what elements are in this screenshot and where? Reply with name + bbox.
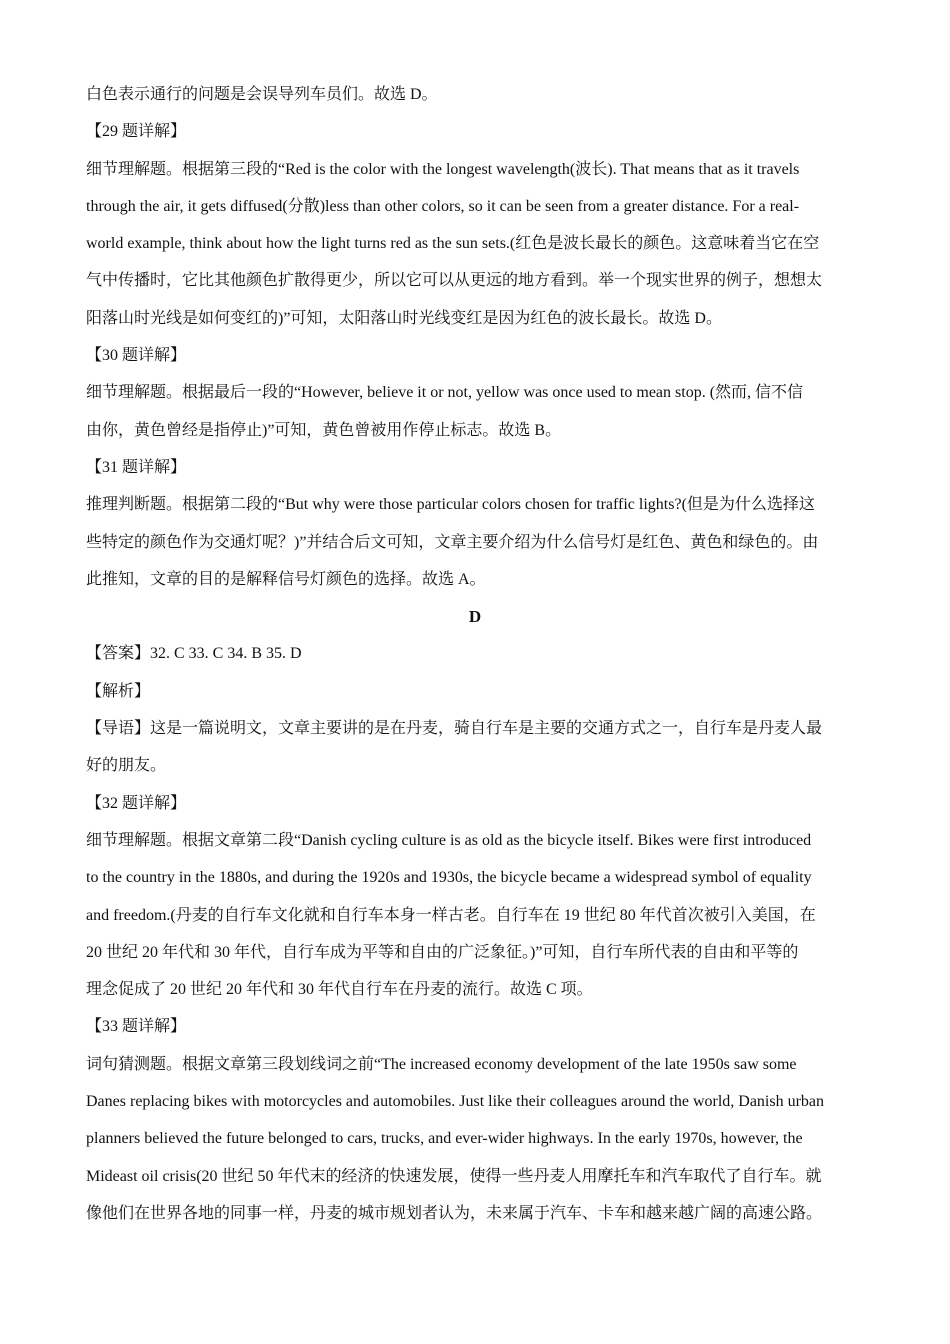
text-line: world example, think about how the light turns red as the sun sets.(红色是波长最长的颜色。这意味着当它在空: [86, 235, 820, 253]
section-heading: 【解析】: [86, 682, 151, 700]
section-heading: 【30 题详解】: [86, 347, 187, 365]
text-line: Danes replacing bikes with motorcycles and automobiles. Just like their colleagues around the world, Danish urban: [86, 1093, 825, 1111]
text-line: 细节理解题。根据文章第二段“Danish cycling culture is as old as the bicycle itself. Bikes were first introduced: [86, 831, 812, 849]
text-line: 理念促成了 20 世纪 20 年代和 30 年代自行车在丹麦的流行。故选 C 项。: [86, 981, 593, 999]
text-line: 20 世纪 20 年代和 30 年代，自行车成为平等和自由的广泛象征。)”可知，自行车所代表的自由和平等的: [86, 943, 799, 961]
text-line: 词句猜测题。根据文章第三段划线词之前“The increased economy development of the late 1950s saw some: [86, 1055, 797, 1073]
text-line: 【导语】这是一篇说明文，文章主要讲的是在丹麦，骑自行车是主要的交通方式之一，自行车是丹麦人最: [86, 720, 823, 738]
text-line: and freedom.(丹麦的自行车文化就和自行车本身一样古老。自行车在 19 世纪 80 年代首次被引入美国，在: [86, 906, 816, 924]
section-heading: 【32 题详解】: [86, 794, 187, 812]
text-line: 些特定的颜色作为交通灯呢？)”并结合后文可知，文章主要介绍为什么信号灯是红色、黄色和绿色的。由: [86, 533, 819, 551]
text-line: 好的朋友。: [86, 757, 167, 775]
text-line: planners believed the future belonged to cars, trucks, and ever-wider highways. In the early 1970s, however, the: [86, 1130, 803, 1148]
answer-line: 【答案】32. C 33. C 34. B 35. D: [86, 645, 302, 663]
text-line: 此推知，文章的目的是解释信号灯颜色的选择。故选 A。: [86, 570, 486, 588]
text-line: 气中传播时，它比其他颜色扩散得更少，所以它可以从更远的地方看到。举一个现实世界的例子，想想太: [86, 272, 823, 290]
text-line: 由你，黄色曾经是指停止)”可知，黄色曾被用作停止标志。故选 B。: [86, 421, 562, 439]
text-line: 阳落山时光线是如何变红的)”可知，太阳落山时光线变红是因为红色的波长最长。故选 D。: [86, 309, 722, 327]
document-page: [86, 76, 864, 1232]
text-line: Mideast oil crisis(20 世纪 50 年代末的经济的快速发展，使得一些丹麦人用摩托车和汽车取代了自行车。就: [86, 1167, 822, 1185]
text-line: 细节理解题。根据最后一段的“However, believe it or not, yellow was once used to mean stop. (然而, 信不信: [86, 384, 804, 402]
text-line: through the air, it gets diffused(分散)less than other colors, so it can be seen from a greater distance. For a real-: [86, 197, 800, 215]
text-line: 细节理解题。根据第三段的“Red is the color with the longest wavelength(波长). That means that as it travels: [86, 160, 800, 178]
text-line: 推理判断题。根据第二段的“But why were those particular colors chosen for traffic lights?(但是为什么选择这: [86, 496, 815, 514]
section-heading: 【29 题详解】: [86, 123, 187, 141]
text-line: to the country in the 1880s, and during the 1920s and 1930s, the bicycle became a widespread symbol of equality: [86, 869, 812, 887]
text-line: 像他们在世界各地的同事一样，丹麦的城市规划者认为，未来属于汽车、卡车和越来越广阔的高速公路。: [86, 1204, 823, 1222]
part-title: D: [468, 607, 482, 627]
section-heading: 【33 题详解】: [86, 1018, 187, 1036]
text-line: 白色表示通行的问题是会误导列车员们。故选 D。: [86, 86, 438, 103]
section-heading: 【31 题详解】: [86, 458, 187, 476]
